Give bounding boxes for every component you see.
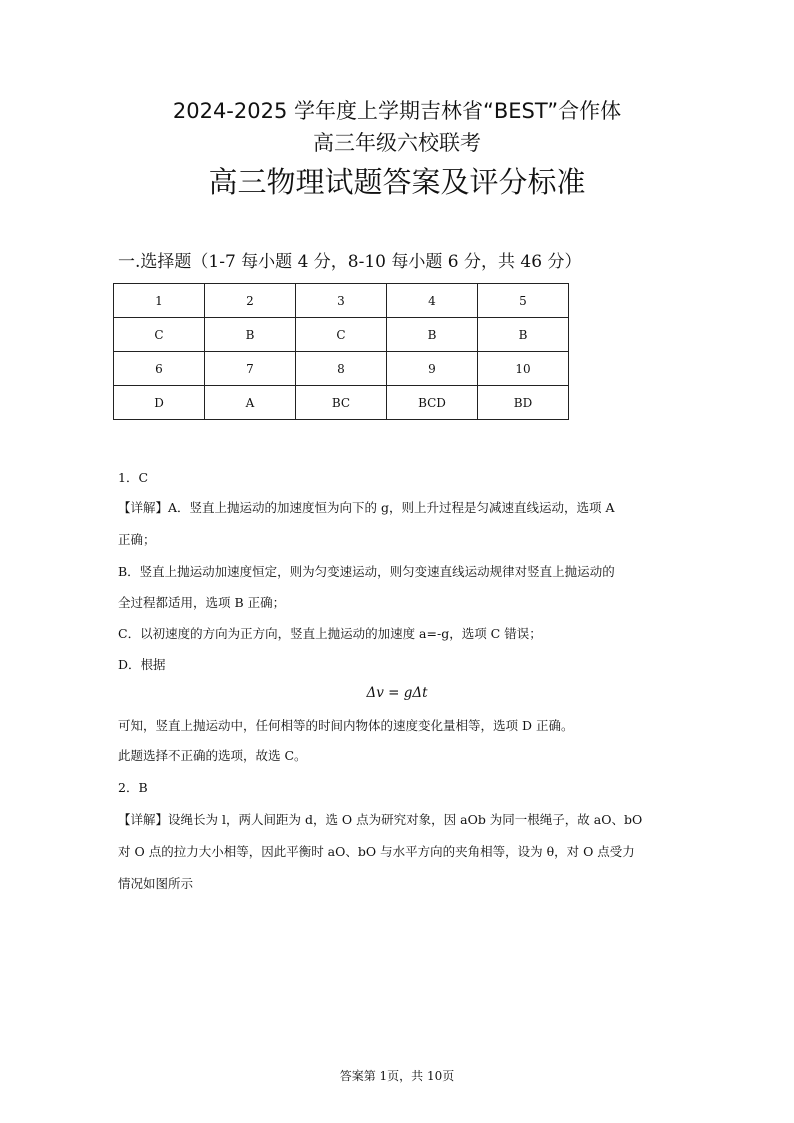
table-cell: 9	[387, 352, 478, 386]
table-cell: 5	[478, 284, 569, 318]
q1-detail-d: D．根据	[118, 657, 166, 672]
q2-answer: 2．B	[118, 780, 148, 795]
q1-detail-b-line1: B．竖直上抛运动加速度恒定，则为匀变速运动，则匀变速直线运动规律对竖直上抛运动的	[118, 564, 615, 579]
q1-detail-a-line2: 正确；	[118, 532, 156, 547]
table-cell: BCD	[387, 386, 478, 420]
q1-formula	[0, 683, 794, 703]
table-cell: D	[114, 386, 205, 420]
table-row	[114, 318, 569, 352]
table-cell: 1	[114, 284, 205, 318]
table-cell: BD	[478, 386, 569, 420]
q1-detail-a-line1: 【详解】A．竖直上抛运动的加速度恒为向下的 g，则上升过程是匀减速直线运动，选项 A	[118, 500, 615, 515]
exam-title-line1: 2024-2025 学年度上学期吉林省“BEST”合作体	[172, 99, 622, 123]
table-cell: 4	[387, 284, 478, 318]
table-row	[114, 284, 569, 318]
table-cell: B	[387, 318, 478, 352]
q1-detail-b-line2: 全过程都适用，选项 B 正确；	[118, 595, 286, 610]
table-cell: C	[296, 318, 387, 352]
table-cell: 7	[205, 352, 296, 386]
table-cell: 10	[478, 352, 569, 386]
table-cell: A	[205, 386, 296, 420]
q1-conclusion-line2: 此题选择不正确的选项，故选 C。	[118, 748, 307, 763]
formula-text: Δv = gΔt	[366, 685, 428, 701]
table-cell: B	[478, 318, 569, 352]
document-title: 高三物理试题答案及评分标准	[208, 165, 586, 199]
table-cell: C	[114, 318, 205, 352]
section-heading-choice: 一.选择题（1-7 每小题 4 分，8-10 每小题 6 分，共 46 分）	[118, 252, 582, 272]
answer-table	[113, 283, 569, 420]
table-cell: BC	[296, 386, 387, 420]
q2-detail-line3: 情况如图所示	[118, 876, 194, 891]
table-row	[114, 386, 569, 420]
table-cell: 3	[296, 284, 387, 318]
table-cell: 2	[205, 284, 296, 318]
exam-title-line2: 高三年级六校联考	[313, 131, 481, 155]
q1-conclusion-line1: 可知，竖直上抛运动中，任何相等的时间内物体的速度变化量相等，选项 D 正确。	[118, 718, 574, 733]
q1-detail-c: C．以初速度的方向为正方向，竖直上抛运动的加速度 a=-g，选项 C 错误；	[118, 626, 542, 641]
q2-detail-line1: 【详解】设绳长为 l，两人间距为 d，选 O 点为研究对象，因 aOb 为同一根绳子，故 aO、bO	[118, 812, 643, 827]
q1-answer: 1．C	[118, 470, 149, 485]
table-row	[114, 352, 569, 386]
table-cell: 8	[296, 352, 387, 386]
q2-detail-line2: 对 O 点的拉力大小相等，因此平衡时 aO、bO 与水平方向的夹角相等，设为 θ，对 O 点受力	[118, 844, 635, 859]
table-cell: 6	[114, 352, 205, 386]
page-footer: 答案第 1页，共 10页	[339, 1069, 455, 1083]
table-cell: B	[205, 318, 296, 352]
